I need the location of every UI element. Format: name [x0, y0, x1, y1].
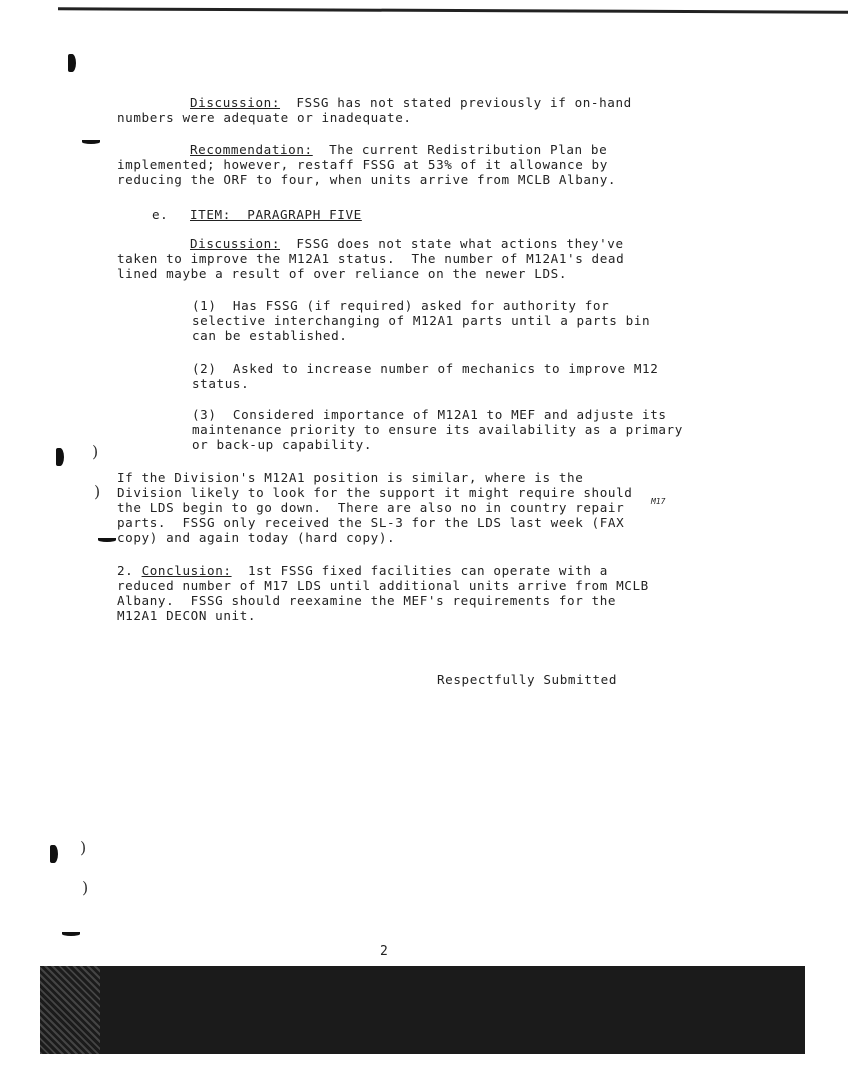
recommendation-text: The current Redistribution Plan be [312, 142, 608, 157]
conclusion-paragraph [117, 563, 608, 579]
item-heading: ITEM: PARAGRAPH FIVE [190, 207, 362, 222]
discussion-heading: Discussion: [190, 236, 281, 251]
conclusion-heading: Conclusion: [141, 563, 232, 578]
binder-hole-mark [56, 448, 64, 466]
conclusion-text: reduced number of M17 LDS until additional units arrive from MCLB [117, 578, 649, 593]
discussion-text: taken to improve the M12A1 status. The number of M12A1's dead [117, 251, 625, 266]
division-text: the LDS begin to go down. There are also no in country repair [117, 500, 625, 515]
recommendation-heading: Recommendation: [190, 142, 313, 157]
recommendation-text: reducing the ORF to four, when units arrive from MCLB Albany. [117, 172, 617, 187]
discussion-paragraph [190, 95, 632, 111]
scan-footer-bar [40, 966, 805, 1054]
sub-item-text: (3) Considered importance of M12A1 to MEF and adjuste its [192, 407, 667, 422]
top-rule [58, 7, 848, 13]
scan-mark: ) [92, 442, 99, 461]
sub-item-text: (1) Has FSSG (if required) asked for authority for [192, 298, 610, 313]
conclusion-text: Albany. FSSG should reexamine the MEF's requirements for the [117, 593, 617, 608]
sub-item-text: or back-up capability. [192, 437, 373, 452]
discussion-text: FSSG does not state what actions they've [280, 236, 624, 251]
discussion-text: lined maybe a result of over reliance on the newer LDS. [117, 266, 568, 281]
discussion-text: FSSG has not stated previously if on-hand [280, 95, 632, 110]
discussion-heading: Discussion: [190, 95, 281, 110]
division-text: copy) and again today (hard copy). [117, 530, 396, 545]
scan-mark: ) [80, 838, 87, 857]
sub-item-text: status. [192, 376, 250, 391]
scan-mark [82, 140, 100, 144]
item-marker: e. [152, 207, 169, 222]
discussion-text: numbers were adequate or inadequate. [117, 110, 412, 125]
scan-mark: ) [94, 482, 101, 501]
conclusion-text: M12A1 DECON unit. [117, 608, 257, 623]
division-text: parts. FSSG only received the SL-3 for the LDS last week (FAX [117, 515, 625, 530]
page-number: 2 [380, 944, 388, 959]
scan-mark [62, 932, 80, 936]
sub-item-text: selective interchanging of M12A1 parts until a parts bin [192, 313, 651, 328]
recommendation-text: implemented; however, restaff FSSG at 53% of it allowance by [117, 157, 608, 172]
scan-mark [98, 538, 116, 542]
discussion-paragraph [190, 236, 624, 252]
sub-item-text: maintenance priority to ensure its availability as a primary [192, 422, 683, 437]
division-text: If the Division's M12A1 position is similar, where is the [117, 470, 584, 485]
sub-item-text: (2) Asked to increase number of mechanics to improve M12 [192, 361, 659, 376]
conclusion-number: 2. [117, 563, 134, 578]
closing-signature: Respectfully Submitted [437, 672, 618, 687]
recommendation-paragraph [190, 142, 607, 158]
binder-hole-mark [68, 54, 76, 72]
handwritten-insert: M17 [651, 497, 666, 506]
division-text: Division likely to look for the support it might require should [117, 485, 633, 500]
scan-mark: ) [82, 878, 89, 897]
conclusion-text: 1st FSSG fixed facilities can operate with a [231, 563, 608, 578]
scan-noise [40, 966, 100, 1054]
sub-item-text: can be established. [192, 328, 348, 343]
binder-hole-mark [50, 845, 58, 863]
